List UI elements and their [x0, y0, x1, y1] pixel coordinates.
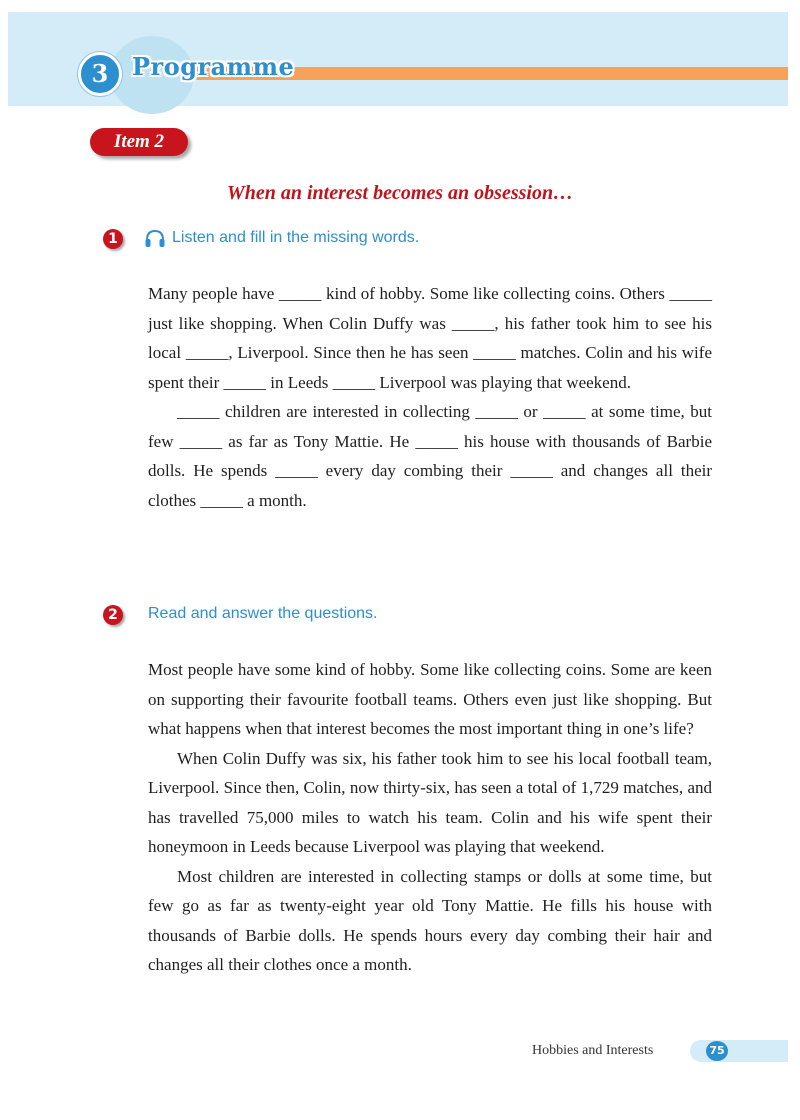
- fill-in-passage: [148, 279, 712, 515]
- reading-paragraph: When Colin Duffy was six, his father took him to see his local football team, Liverpool. Since then, Colin, now thirty-six, has seen a total of 1,729 matches, and has travelled 75,000 miles to watch his team. Colin and his wife spent their honeymoon in Leeds because Liverpool was playing that weekend.: [148, 748, 712, 856]
- footer-section-title: Hobbies and Interests: [532, 1043, 654, 1058]
- reading-paragraph: Most people have some kind of hobby. Some like collecting coins. Some are keen on supporting their favourite football teams. Others even just like shopping. But what happens when that interest becomes the most important thing in one’s life?: [148, 660, 712, 738]
- chapter-number-badge: 3: [78, 52, 122, 96]
- task-1-number: 1: [103, 229, 123, 249]
- page-subtitle: When an interest becomes an obsession…: [226, 182, 574, 204]
- task-2-instruction: Read and answer the questions.: [148, 605, 378, 622]
- page-number: 75: [706, 1041, 728, 1061]
- item-badge: Item 2: [90, 128, 188, 156]
- fill-in-paragraph: Many people have _____ kind of hobby. Some like collecting coins. Others _____ just like shopping. When Colin Duffy was _____, his father took him to see his local _____, Liverpool. Since then he has seen _____ matches. Colin and his wife spent their _____ in Leeds _____ Liverpool was playing that weekend.: [148, 284, 712, 392]
- reading-passage: [148, 655, 712, 980]
- chapter-title: Programme: [132, 52, 295, 81]
- headphones-icon: [144, 228, 166, 253]
- footer-page-tab: [690, 1040, 788, 1062]
- reading-paragraph: Most children are interested in collecting stamps or dolls at some time, but few go as far as twenty-eight year old Tony Mattie. He fills his house with thousands of Barbie dolls. He spends hours every day combing their hair and changes all their clothes once a month.: [148, 866, 712, 974]
- task-2-number: 2: [103, 605, 123, 625]
- fill-in-paragraph: _____ children are interested in collecting _____ or _____ at some time, but few _____ as far as Tony Mattie. He _____ his house with thousands of Barbie dolls. He spends _____ every day combing their _____ and changes all their clothes _____ a month.: [148, 402, 712, 510]
- task-1-instruction: Listen and fill in the missing words.: [172, 229, 420, 246]
